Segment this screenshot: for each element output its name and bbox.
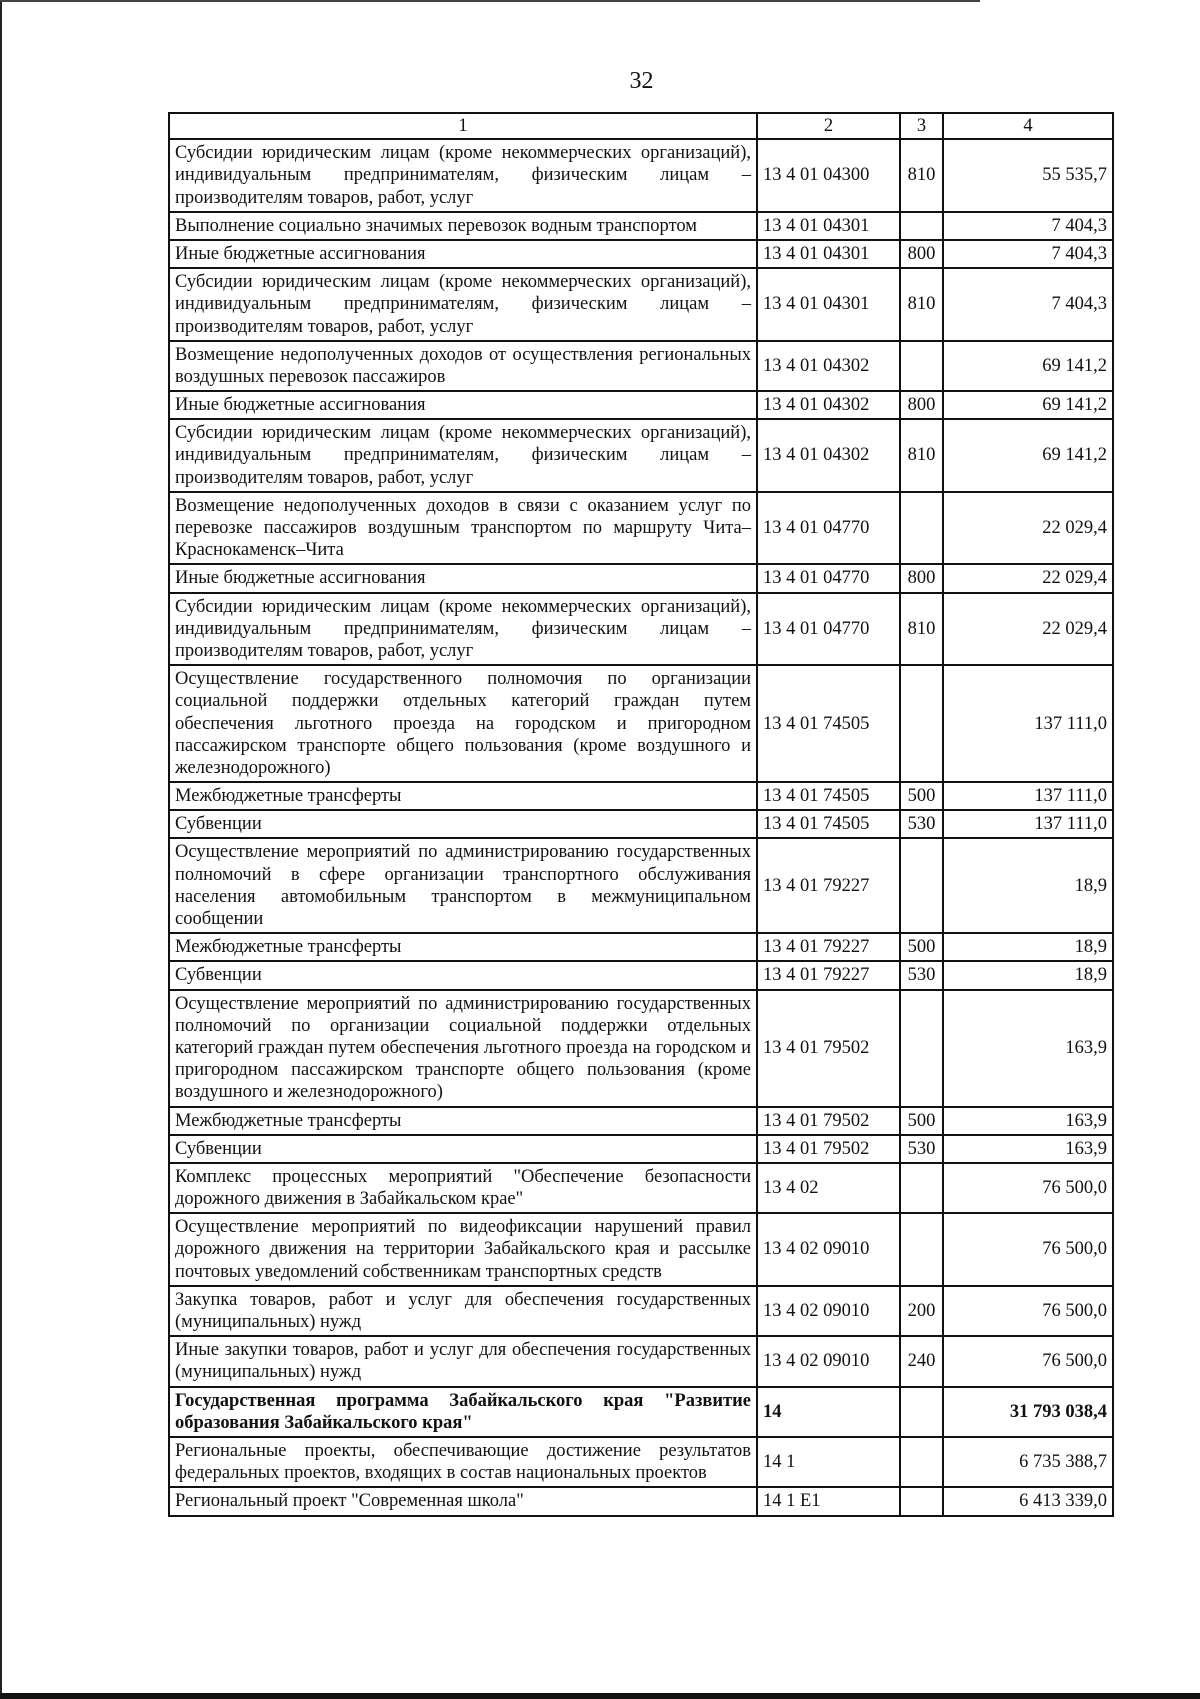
table-row bbox=[169, 1107, 1113, 1135]
row-expense-type-cell: 800 bbox=[900, 391, 943, 419]
row-expense-type-cell: 810 bbox=[900, 268, 943, 341]
page-number: 32 bbox=[629, 68, 654, 94]
table-row bbox=[169, 492, 1113, 565]
row-amount-cell: 69 141,2 bbox=[943, 419, 1113, 492]
row-expense-type-cell: 810 bbox=[900, 139, 943, 212]
row-amount-cell: 6 413 339,0 bbox=[943, 1487, 1113, 1515]
row-code-cell: 13 4 01 79227 bbox=[757, 838, 900, 933]
row-expense-type-cell bbox=[900, 1213, 943, 1286]
row-code-cell: 14 1 E1 bbox=[757, 1487, 900, 1515]
scan-edge-top bbox=[0, 0, 980, 2]
row-code-cell: 13 4 01 04302 bbox=[757, 341, 900, 391]
row-amount-cell: 31 793 038,4 bbox=[943, 1387, 1113, 1437]
row-code-cell: 13 4 01 74505 bbox=[757, 810, 900, 838]
row-code-cell: 13 4 01 04301 bbox=[757, 240, 900, 268]
row-name-cell: Иные закупки товаров, работ и услуг для обеспечения государственных (муниципальных) нужд bbox=[169, 1336, 757, 1386]
row-name-cell: Региональный проект "Современная школа" bbox=[169, 1487, 757, 1515]
row-name-cell: Возмещение недополученных доходов в связи с оказанием услуг по перевозке пассажиров воздушным транспортом по маршруту Чита–Краснокаменск–Чита bbox=[169, 492, 757, 565]
row-name-cell: Субсидии юридическим лицам (кроме некоммерческих организаций), индивидуальным предпринимателям, физическим лицам – производителям товаров, работ, услуг bbox=[169, 419, 757, 492]
row-amount-cell: 137 111,0 bbox=[943, 665, 1113, 782]
row-name-cell: Осуществление государственного полномочия по организации социальной поддержки отдельных категорий граждан путем обеспечения льготного проезда на городском и пригородном пассажирском транспорте общего пользования (кроме воздушного и железнодорожного) bbox=[169, 665, 757, 782]
row-amount-cell: 76 500,0 bbox=[943, 1286, 1113, 1336]
table-row bbox=[169, 1387, 1113, 1437]
row-amount-cell: 69 141,2 bbox=[943, 391, 1113, 419]
table-row bbox=[169, 1286, 1113, 1336]
table-row bbox=[169, 268, 1113, 341]
row-code-cell: 13 4 01 79227 bbox=[757, 933, 900, 961]
row-expense-type-cell bbox=[900, 1437, 943, 1487]
table-row bbox=[169, 961, 1113, 989]
table-row bbox=[169, 990, 1113, 1107]
row-name-cell: Субвенции bbox=[169, 810, 757, 838]
row-name-cell: Иные бюджетные ассигнования bbox=[169, 391, 757, 419]
row-amount-cell: 18,9 bbox=[943, 933, 1113, 961]
row-expense-type-cell: 200 bbox=[900, 1286, 943, 1336]
row-amount-cell: 76 500,0 bbox=[943, 1336, 1113, 1386]
row-expense-type-cell: 530 bbox=[900, 1135, 943, 1163]
row-code-cell: 14 bbox=[757, 1387, 900, 1437]
row-code-cell: 13 4 01 04301 bbox=[757, 212, 900, 240]
row-code-cell: 13 4 01 04770 bbox=[757, 492, 900, 565]
row-name-cell: Субсидии юридическим лицам (кроме некоммерческих организаций), индивидуальным предпринимателям, физическим лицам – производителям товаров, работ, услуг bbox=[169, 268, 757, 341]
row-amount-cell: 163,9 bbox=[943, 1135, 1113, 1163]
row-code-cell: 13 4 01 79502 bbox=[757, 990, 900, 1107]
table-row bbox=[169, 593, 1113, 666]
row-code-cell: 13 4 01 04301 bbox=[757, 268, 900, 341]
table-row bbox=[169, 782, 1113, 810]
row-expense-type-cell: 800 bbox=[900, 564, 943, 592]
row-code-cell: 13 4 01 04300 bbox=[757, 139, 900, 212]
row-name-cell: Иные бюджетные ассигнования bbox=[169, 564, 757, 592]
row-amount-cell: 69 141,2 bbox=[943, 341, 1113, 391]
row-code-cell: 13 4 01 04770 bbox=[757, 564, 900, 592]
row-amount-cell: 76 500,0 bbox=[943, 1163, 1113, 1213]
table-row bbox=[169, 1487, 1113, 1515]
row-code-cell: 13 4 02 09010 bbox=[757, 1286, 900, 1336]
row-amount-cell: 163,9 bbox=[943, 990, 1113, 1107]
row-name-cell: Комплекс процессных мероприятий "Обеспечение безопасности дорожного движения в Забайкальском крае" bbox=[169, 1163, 757, 1213]
row-amount-cell: 137 111,0 bbox=[943, 810, 1113, 838]
table-row bbox=[169, 1437, 1113, 1487]
column-header-3: 3 bbox=[900, 113, 943, 139]
table-row bbox=[169, 564, 1113, 592]
row-expense-type-cell: 810 bbox=[900, 419, 943, 492]
row-name-cell: Межбюджетные трансферты bbox=[169, 933, 757, 961]
table-row bbox=[169, 341, 1113, 391]
budget-table-body bbox=[169, 113, 1113, 1516]
row-expense-type-cell: 800 bbox=[900, 240, 943, 268]
row-amount-cell: 7 404,3 bbox=[943, 268, 1113, 341]
row-name-cell: Иные бюджетные ассигнования bbox=[169, 240, 757, 268]
row-amount-cell: 137 111,0 bbox=[943, 782, 1113, 810]
row-amount-cell: 163,9 bbox=[943, 1107, 1113, 1135]
row-name-cell: Субсидии юридическим лицам (кроме некоммерческих организаций), индивидуальным предпринимателям, физическим лицам – производителям товаров, работ, услуг bbox=[169, 593, 757, 666]
table-row bbox=[169, 933, 1113, 961]
row-code-cell: 13 4 01 74505 bbox=[757, 665, 900, 782]
row-amount-cell: 7 404,3 bbox=[943, 240, 1113, 268]
row-code-cell: 13 4 01 79502 bbox=[757, 1135, 900, 1163]
row-expense-type-cell bbox=[900, 990, 943, 1107]
row-code-cell: 13 4 02 09010 bbox=[757, 1213, 900, 1286]
row-code-cell: 13 4 01 79227 bbox=[757, 961, 900, 989]
row-expense-type-cell: 500 bbox=[900, 933, 943, 961]
row-expense-type-cell bbox=[900, 1487, 943, 1515]
row-amount-cell: 6 735 388,7 bbox=[943, 1437, 1113, 1487]
row-name-cell: Закупка товаров, работ и услуг для обеспечения государственных (муниципальных) нужд bbox=[169, 1286, 757, 1336]
row-name-cell: Субвенции bbox=[169, 961, 757, 989]
row-code-cell: 13 4 02 09010 bbox=[757, 1336, 900, 1386]
column-header-2: 2 bbox=[757, 113, 900, 139]
table-row bbox=[169, 838, 1113, 933]
scan-edge-bottom bbox=[0, 1693, 1200, 1699]
row-code-cell: 14 1 bbox=[757, 1437, 900, 1487]
row-expense-type-cell bbox=[900, 1387, 943, 1437]
row-name-cell: Субсидии юридическим лицам (кроме некоммерческих организаций), индивидуальным предпринимателям, физическим лицам – производителям товаров, работ, услуг bbox=[169, 139, 757, 212]
budget-table bbox=[168, 112, 1114, 1517]
row-name-cell: Осуществление мероприятий по администрированию государственных полномочий по организации социальной поддержки отдельных категорий граждан путем обеспечения льготного проезда на городском и пригородном пассажирском транспорте общего пользования (кроме воздушного и железнодорожного) bbox=[169, 990, 757, 1107]
table-row bbox=[169, 391, 1113, 419]
row-expense-type-cell bbox=[900, 838, 943, 933]
table-row bbox=[169, 139, 1113, 212]
row-code-cell: 13 4 01 04770 bbox=[757, 593, 900, 666]
row-name-cell: Выполнение социально значимых перевозок водным транспортом bbox=[169, 212, 757, 240]
table-row bbox=[169, 665, 1113, 782]
row-name-cell: Межбюджетные трансферты bbox=[169, 782, 757, 810]
row-amount-cell: 18,9 bbox=[943, 961, 1113, 989]
row-expense-type-cell bbox=[900, 1163, 943, 1213]
row-expense-type-cell: 240 bbox=[900, 1336, 943, 1386]
row-expense-type-cell: 810 bbox=[900, 593, 943, 666]
row-amount-cell: 7 404,3 bbox=[943, 212, 1113, 240]
row-expense-type-cell: 500 bbox=[900, 782, 943, 810]
row-expense-type-cell bbox=[900, 212, 943, 240]
row-expense-type-cell bbox=[900, 665, 943, 782]
table-row bbox=[169, 240, 1113, 268]
row-expense-type-cell: 530 bbox=[900, 810, 943, 838]
row-amount-cell: 22 029,4 bbox=[943, 564, 1113, 592]
row-expense-type-cell: 500 bbox=[900, 1107, 943, 1135]
row-amount-cell: 55 535,7 bbox=[943, 139, 1113, 212]
row-expense-type-cell: 530 bbox=[900, 961, 943, 989]
table-row bbox=[169, 810, 1113, 838]
table-row bbox=[169, 419, 1113, 492]
table-header-row bbox=[169, 113, 1113, 139]
table-row bbox=[169, 1135, 1113, 1163]
row-code-cell: 13 4 01 79502 bbox=[757, 1107, 900, 1135]
row-code-cell: 13 4 02 bbox=[757, 1163, 900, 1213]
row-code-cell: 13 4 01 74505 bbox=[757, 782, 900, 810]
row-name-cell: Межбюджетные трансферты bbox=[169, 1107, 757, 1135]
row-name-cell: Региональные проекты, обеспечивающие достижение результатов федеральных проектов, входящих в состав национальных проектов bbox=[169, 1437, 757, 1487]
row-name-cell: Государственная программа Забайкальского края "Развитие образования Забайкальского края" bbox=[169, 1387, 757, 1437]
scan-edge-left bbox=[0, 0, 2, 1699]
table-row bbox=[169, 212, 1113, 240]
column-header-4: 4 bbox=[943, 113, 1113, 139]
table-row bbox=[169, 1336, 1113, 1386]
row-name-cell: Осуществление мероприятий по видеофиксации нарушений правил дорожного движения на территории Забайкальского края и рассылке почтовых уведомлений собственникам транспортных средств bbox=[169, 1213, 757, 1286]
table-row bbox=[169, 1213, 1113, 1286]
row-code-cell: 13 4 01 04302 bbox=[757, 419, 900, 492]
row-expense-type-cell bbox=[900, 492, 943, 565]
row-amount-cell: 76 500,0 bbox=[943, 1213, 1113, 1286]
row-amount-cell: 22 029,4 bbox=[943, 593, 1113, 666]
row-code-cell: 13 4 01 04302 bbox=[757, 391, 900, 419]
row-name-cell: Осуществление мероприятий по администрированию государственных полномочий в сфере организации транспортного обслуживания населения автомобильным транспортом в межмуниципальном сообщении bbox=[169, 838, 757, 933]
table-row bbox=[169, 1163, 1113, 1213]
row-amount-cell: 18,9 bbox=[943, 838, 1113, 933]
column-header-1: 1 bbox=[169, 113, 757, 139]
row-expense-type-cell bbox=[900, 341, 943, 391]
row-amount-cell: 22 029,4 bbox=[943, 492, 1113, 565]
row-name-cell: Возмещение недополученных доходов от осуществления региональных воздушных перевозок пассажиров bbox=[169, 341, 757, 391]
row-name-cell: Субвенции bbox=[169, 1135, 757, 1163]
